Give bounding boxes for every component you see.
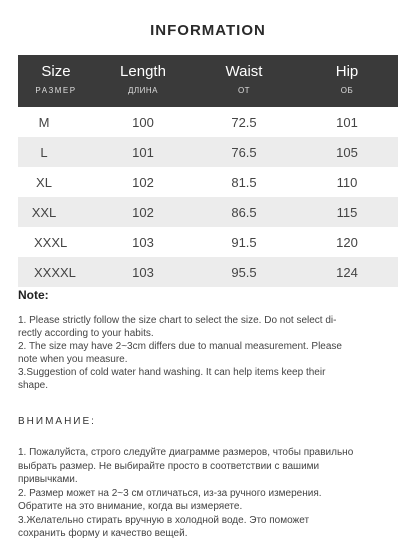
russian-note-line: 3.Желательно стирать вручную в холодной воде. Это поможет	[18, 514, 310, 526]
size-value: XL	[36, 174, 52, 190]
length-cell: 101	[132, 144, 154, 160]
hip-cell: 115	[336, 204, 358, 220]
russian-note-line: выбрать размер. Не выбирайте просто в соответствии с вашими	[18, 460, 320, 472]
russian-note-line: сохранить форму и качество вещей.	[18, 528, 188, 539]
header-hip	[296, 55, 398, 107]
table-row	[18, 137, 398, 167]
header-waist	[192, 55, 296, 107]
length-cell: 102	[132, 204, 154, 220]
hip-cell: 124	[336, 264, 358, 280]
size-cell	[18, 205, 94, 220]
header-hip-sublabel: ОБ	[340, 86, 354, 95]
russian-note-heading: ВНИМАНИЕ:	[18, 416, 96, 427]
table-row	[18, 257, 398, 287]
note-text	[18, 314, 400, 392]
size-cell	[18, 265, 94, 280]
hip-cell: 101	[336, 114, 358, 130]
hip-cell: 120	[336, 234, 358, 250]
russian-note-line: 1. Пожалуйста, строго следуйте диаграмме размеров, чтобы правильно	[18, 447, 354, 458]
note-line: rectly according to your habits.	[18, 328, 154, 339]
note-line: note when you measure.	[18, 354, 128, 365]
hip-cell: 110	[336, 174, 358, 190]
waist-cell: 81.5	[231, 174, 257, 190]
length-cell: 103	[132, 234, 154, 250]
russian-note-line: Обратите на это внимание, когда вы измеряете.	[18, 501, 243, 512]
note-heading: Note:	[18, 288, 49, 302]
table-row	[18, 227, 398, 257]
header-length-label: Length	[120, 63, 166, 80]
page-title: INFORMATION	[150, 22, 266, 39]
size-value: XXXL	[34, 234, 68, 250]
length-cell: 102	[132, 174, 154, 190]
hip-cell: 105	[336, 144, 358, 160]
header-waist-label: Waist	[225, 63, 263, 80]
header-size-sublabel: РАЗМЕР	[35, 86, 77, 95]
table-body	[18, 107, 398, 287]
header-hip-label: Hip	[335, 63, 359, 80]
length-cell: 100	[132, 114, 154, 130]
waist-cell: 76.5	[231, 144, 257, 160]
header-size-label: Size	[41, 63, 71, 80]
russian-note-text	[18, 446, 400, 541]
table-row	[18, 197, 398, 227]
size-chart-table	[18, 55, 398, 287]
note-line: 2. The size may have 2~3cm differs due to manual measurement. Please	[18, 341, 342, 352]
header-length	[94, 55, 192, 107]
table-row	[18, 107, 398, 137]
length-cell: 103	[132, 264, 154, 280]
table-row	[18, 167, 398, 197]
header-size	[18, 55, 94, 107]
size-cell	[18, 175, 94, 190]
waist-cell: 86.5	[231, 204, 257, 220]
note-line: 3.Suggestion of cold water hand washing. It can help items keep their	[18, 367, 326, 378]
note-line: 1. Please strictly follow the size chart to select the size. Do not select di-	[18, 315, 337, 326]
waist-cell: 72.5	[231, 114, 257, 130]
waist-cell: 95.5	[231, 264, 257, 280]
size-value: L	[40, 144, 48, 160]
header-length-sublabel: ДЛИНА	[127, 86, 159, 95]
size-cell	[18, 145, 94, 160]
size-value: XXXXL	[34, 264, 76, 280]
size-cell	[18, 235, 94, 250]
size-value: XXL	[31, 204, 57, 220]
russian-note-line: привычками.	[18, 474, 78, 485]
russian-note-line: 2. Размер может на 2~3 см отличаться, из-за ручного измерения.	[18, 487, 322, 499]
note-line: shape.	[18, 380, 49, 391]
table-header	[18, 55, 398, 107]
waist-cell: 91.5	[231, 234, 257, 250]
size-value: M	[38, 114, 50, 130]
header-waist-sublabel: ОТ	[237, 86, 251, 95]
size-cell	[18, 115, 94, 130]
